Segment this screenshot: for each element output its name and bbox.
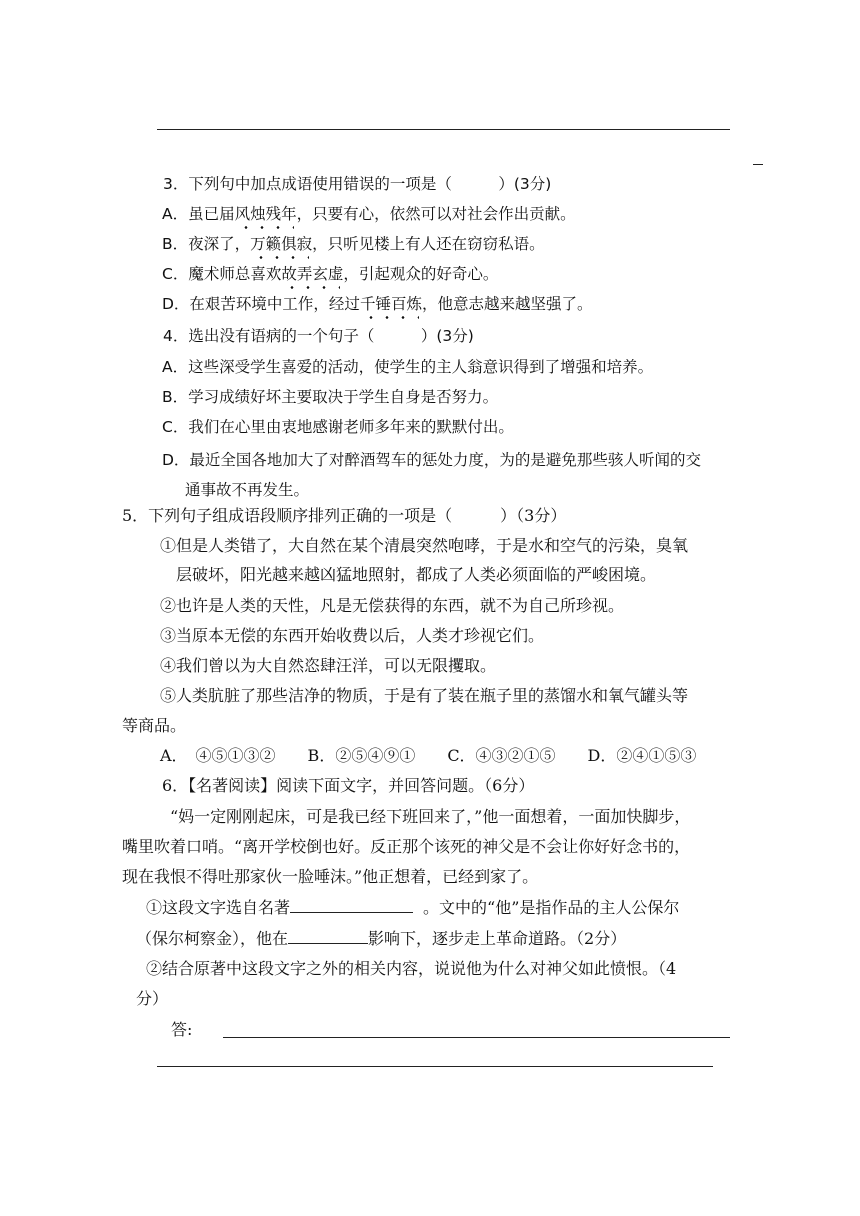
q5-sentence-5: ⑤人类肮脏了那些洁净的物质，于是有了装在瓶子里的蒸馏水和氧气罐头等 [160,686,689,705]
q6-passage-line-1: “妈一定刚刚起床，可是我已经下班回来了，”他一面想着，一面加快脚步， [170,807,691,826]
q4-option-d: D．最近全国各地加大了对醉酒驾车的惩处力度，为的是避免那些骇人听闻的交 [162,451,701,469]
q5-sentence-3: ③当原本无偿的东西开始收费以后，人类才珍视它们。 [160,626,545,645]
q6-sub-question-1: ①这段文字选自名著 。文中的“他”是指作品的主人公保尔 [146,898,680,917]
book-title-blank[interactable] [290,896,413,913]
q5-answer-options: A． ④⑤①③② B．②⑤④⑨① C．④③②①⑤ D．②④①⑤③ [160,746,697,765]
q6-stem: 6．【名著阅读】阅读下面文字，并回答问题。（6分） [162,776,535,795]
q3-option-b: B．夜深了，万籁俱寂，只听见楼上有人还在窃窃私语。 [162,235,545,253]
q6-sub-question-2: ②结合原著中这段文字之外的相关内容，说说他为什么对神父如此愤恨。（4 [146,959,677,978]
q6-passage-line-2: 嘴里吹着口哨。“离开学校倒也好。反正那个该死的神父是不会让你好好念书的， [122,837,691,856]
q4-option-b: B．学习成绩好坏主要取决于学生自身是否努力。 [162,388,499,406]
q5-sentence-1-cont: 层破坏，阳光越来越凶猛地照射，都成了人类必须面临的严峻困境。 [176,565,657,584]
q6-sub-question-2-cont: 分） [136,989,169,1008]
edge-mark [753,164,763,165]
top-rule [157,129,730,130]
q4-option-c: C．我们在心里由衷地感谢老师多年来的默默付出。 [162,418,514,436]
q4-stem: 4．选出没有语病的一个句子（ ）(3分) [163,327,474,345]
q4-option-d-cont: 通事故不再发生。 [185,481,310,499]
q3-option-a: A．虽已届风烛残年，只要有心，依然可以对社会作出贡献。 [162,205,576,223]
q3-d-dotted-idiom: 千锤百炼 [359,295,422,313]
q5-sentence-2: ②也许是人类的天性，凡是无偿获得的东西，就不为自己所珍视。 [160,596,625,615]
answer-line-2[interactable] [157,1066,713,1067]
q3-option-d: D．在艰苦环境中工作，经过千锤百炼，他意志越来越坚强了。 [162,295,593,313]
q6-passage-line-3: 现在我恨不得吐那家伙一脸唾沫。”他正想着，已经到家了。 [122,867,539,886]
q3-a-dotted-idiom: 风烛残年 [234,205,297,223]
q4-option-a: A．这些深受学生喜爱的活动，使学生的主人翁意识得到了增强和培养。 [162,358,654,376]
q5-sentence-1: ①但是人类错了，大自然在某个清晨突然咆哮，于是水和空气的污染，臭氧 [160,536,689,555]
q3-b-dotted-idiom: 万籁俱寂 [250,235,313,253]
q6-sub-question-1-cont: （保尔柯察金），他在 影响下，逐步走上革命道路。（2分） [136,929,627,948]
q5-sentence-4: ④我们曾以为大自然恣肆汪洋，可以无限攫取。 [160,656,497,675]
q3-c-dotted-idiom: 故弄玄虚 [281,265,344,283]
q3-option-c: C．魔术师总喜欢故弄玄虚，引起观众的好奇心。 [162,265,499,283]
influence-blank[interactable] [288,927,368,944]
q3-stem: 3．下列句中加点成语使用错误的一项是（ ）(3分) [163,175,552,193]
answer-label: 答: [171,1020,193,1039]
q5-sentence-5-cont: 等商品。 [122,716,187,735]
answer-line-1[interactable] [223,1037,730,1038]
q5-stem: 5．下列句子组成语段顺序排列正确的一项是（ ）（3分） [122,506,567,525]
